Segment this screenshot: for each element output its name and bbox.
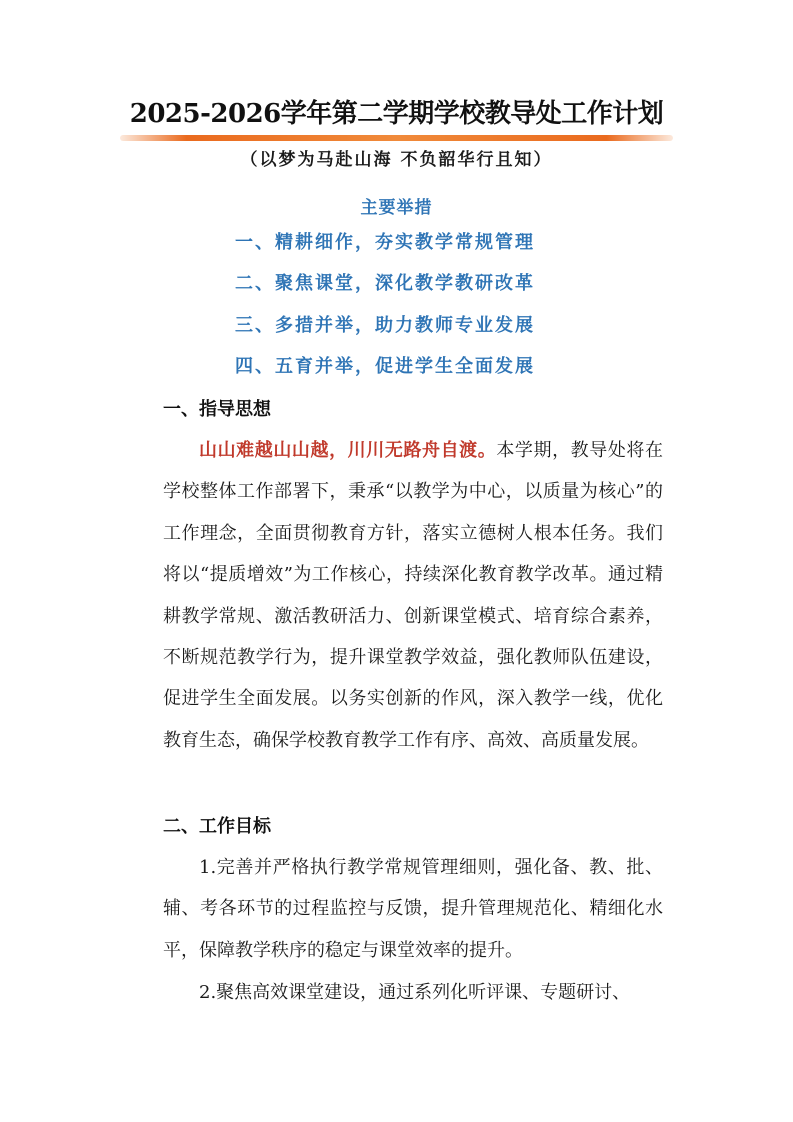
document-title: 2025-2026学年第二学期学校教导处工作计划 [129,99,664,129]
document-subtitle: （以梦为马赴山海 不负韶华行且知） [240,150,553,170]
measures-heading: 主要举措 [360,198,433,218]
highlight-quote: 山山难越山山越，川川无路舟自渡。 [199,440,497,461]
measure-item: 四、五育并举，促进学生全面发展 [235,356,535,377]
title-underline [120,135,673,141]
work-goal-paragraph: 2.聚焦高效课堂建设，通过系列化听评课、专题研讨、 [199,982,631,1003]
guiding-ideology-body: 本学期，教导处将在学校整体工作部署下，秉承“以教学为中心，以质量为核心”的工作理念，全面贯彻教育方针，落实立德树人根本任务。我们将以“提质增效”为工作核心，持续深化教育教学改革。通过精耕教学常规、激活教研活力、创新课堂模式、培育综合素养，不断规范教学行为，提升课堂教学效益，强化教师队伍建设，促进学生全面发展。以务实创新的作风，深入教学一线，优化教育生态，确保学校教育教学工作有序、高效、高质量发展。 [163,440,664,751]
guiding-ideology-paragraph [163,430,663,761]
work-goal-paragraph: 1.完善并严格执行教学常规管理细则，强化备、教、批、辅、考各环节的过程监控与反馈，提升管理规范化、精细化水平，保障教学秩序的稳定与课堂效率的提升。 [163,857,663,961]
section-heading-guiding-ideology: 一、指导思想 [163,399,271,420]
measure-item: 三、多措并举，助力教师专业发展 [235,315,535,336]
measure-item: 一、精耕细作，夯实教学常规管理 [235,232,535,253]
section-heading-work-goals: 二、工作目标 [163,816,271,837]
measure-item: 二、聚焦课堂，深化教学教研改革 [235,273,535,294]
